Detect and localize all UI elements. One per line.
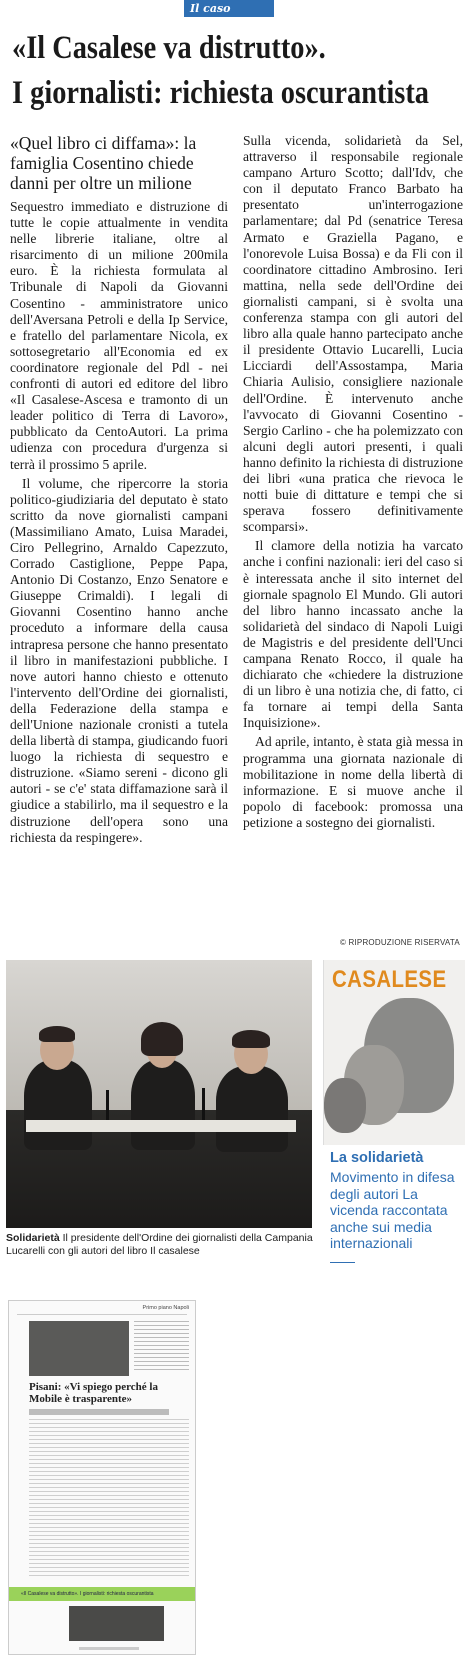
sidebar-title: La solidarietà — [330, 1150, 424, 1166]
thumbnail-band-text: «Il Casalese va distrutto». I giornalisti: richiesta oscurantista — [21, 1591, 154, 1597]
photo-caption — [6, 1232, 316, 1258]
article-paragraph: Ad aprile, intanto, è stata già messa in programma una giornata nazionale di mobilitazione in nome della libertà di informazione. E si muove anche il popolo di facebook: promossa una petizione a sostegno dei giornalisti. — [243, 734, 463, 830]
article-paragraph: Sulla vicenda, solidarietà da Sel, attraverso il responsabile regionale campano Arturo Scotto; dall'Idv, che con il deputato Franco Barbato ha presentato un'interrogazione parlamentare; dal Pd (senatrice Teresa Armato e Graziella Pagano, e l'onorevole Luisa Bossa) e da Fli con il coordinatore cittadino Ambrosino. Ieri mattina, nella sede dell'Ordine dei giornalisti campani, si è svolta una conferenza stampa con gli autori del libro alla quale hanno partecipato anche il presidente Ottavio Lucarelli, Lucia Licciardi dell'Assostampa, Maria Chiaria Aulisio, consigliere nazionale dell'Ordine. È intervenuto anche l'avvocato di Giovanni Cosentino - Sergio Carlino - che ha polemizzato con alcuni degli autori presenti, i quali hanno definito la richiesta di distruzione dei libri «una pratica che rievoca le notti buie di dittature e tempi che si sperava fossero definitivamente scomparsi». — [243, 133, 463, 535]
photo-caption-text: Il presidente dell'Ordine dei giornalisti della Campania Lucarelli con gli autori del libro Il casalese — [6, 1232, 313, 1257]
book-cover-image — [323, 960, 465, 1145]
sidebar-text: Movimento in difesa degli autori La vicenda raccontata anche sui media internazionali — [330, 1169, 455, 1251]
headline-line-2: I giornalisti: richiesta oscurantista — [12, 75, 430, 111]
thumbnail-headline: Pisani: «Vi spiego perché la Mobile è trasparente» — [29, 1381, 158, 1405]
article-column-left — [10, 133, 228, 849]
article-paragraph: Il clamore della notizia ha varcato anche i confini nazionali: ieri del caso si è interessata anche il sito internet del giornale spagnolo El Mundo. Gli autori del libro hanno incassato anche la solidarietà del sindaco di Napoli Luigi de Magistris e del presidente dell'Unci campana Renato Rocco, il quale ha dichiarato che «chiedere la distruzione di un libro è una notizia che, di fatto, ci fa tornare ai tempi della Santa Inquisizione». — [243, 538, 463, 731]
section-kicker: Il caso — [184, 0, 274, 17]
newspaper-page-thumbnail — [8, 1300, 196, 1655]
sidebar-divider — [330, 1262, 355, 1263]
press-conference-photo — [6, 960, 312, 1228]
article-paragraph: Sequestro immediato e distruzione di tutte le copie attualmente in vendita nelle librerie italiane, oltre al risarcimento di un milione 200mila euro. È la richiesta formulata al Tribunale di Napoli da Giovanni Cosentino - amministratore unico dell'Aversana Petroli e della Ip Service, e fratello del parlamentare Nicola, ex sottosegretario all'Economia ed ex coordinatore regionale del Pdl - nei confronti di autori ed editore del libro «Il Casalese-Ascesa e tramonto di un leader politico di Terra di Lavoro», pubblicato da CentoAutori. La prima udienza con procedura d'urgenza si terrà il prossimo 5 aprile. — [10, 199, 228, 472]
sidebar-box — [330, 1150, 470, 1263]
article-paragraph: Il volume, che ripercorre la storia politico-giudiziaria del deputato è stato scritto da nove giornalisti campani (Massimiliano Amato, Luisa Maradei, Ciro Pellegrino, Arnaldo Capezzuto, Corrado Castiglione, Peppe Papa, Antonio Di Costanzo, Enzo Senatore e Giuseppe Crimaldi). I legali di Giovanni Cosentino hanno anche proceduto a informare della causa intrapresa persone che hanno presentato il libro in manifestazioni pubbliche. I nove autori hanno chiesto e ottenuto l'intervento dell'Ordine dei giornalisti, della Federazione della stampa e dell'Unione nazionale cronisti a tutela della libertà di stampa, giudicando fuori luogo la richiesta di sequestro e distruzione. «Siamo sereni - dicono gli autori - se c'e' stata diffamazione sarà il giudice a stabilirlo, ma il sequestro e la distruzione dell'opera sono una richiesta da respingere». — [10, 475, 228, 845]
article-column-right — [243, 133, 463, 834]
photo-caption-lead: Solidarietà — [6, 1232, 60, 1244]
thumbnail-header: Primo piano Napoli — [142, 1305, 189, 1311]
copyright-notice: © RIPRODUZIONE RISERVATA — [340, 938, 460, 947]
subheadline: «Quel libro ci diffama»: la famiglia Cosentino chiede danni per oltre un milione — [10, 133, 197, 193]
book-cover-title: CASALESE — [332, 966, 447, 993]
headline-line-1: «Il Casalese va distrutto». — [12, 30, 326, 66]
